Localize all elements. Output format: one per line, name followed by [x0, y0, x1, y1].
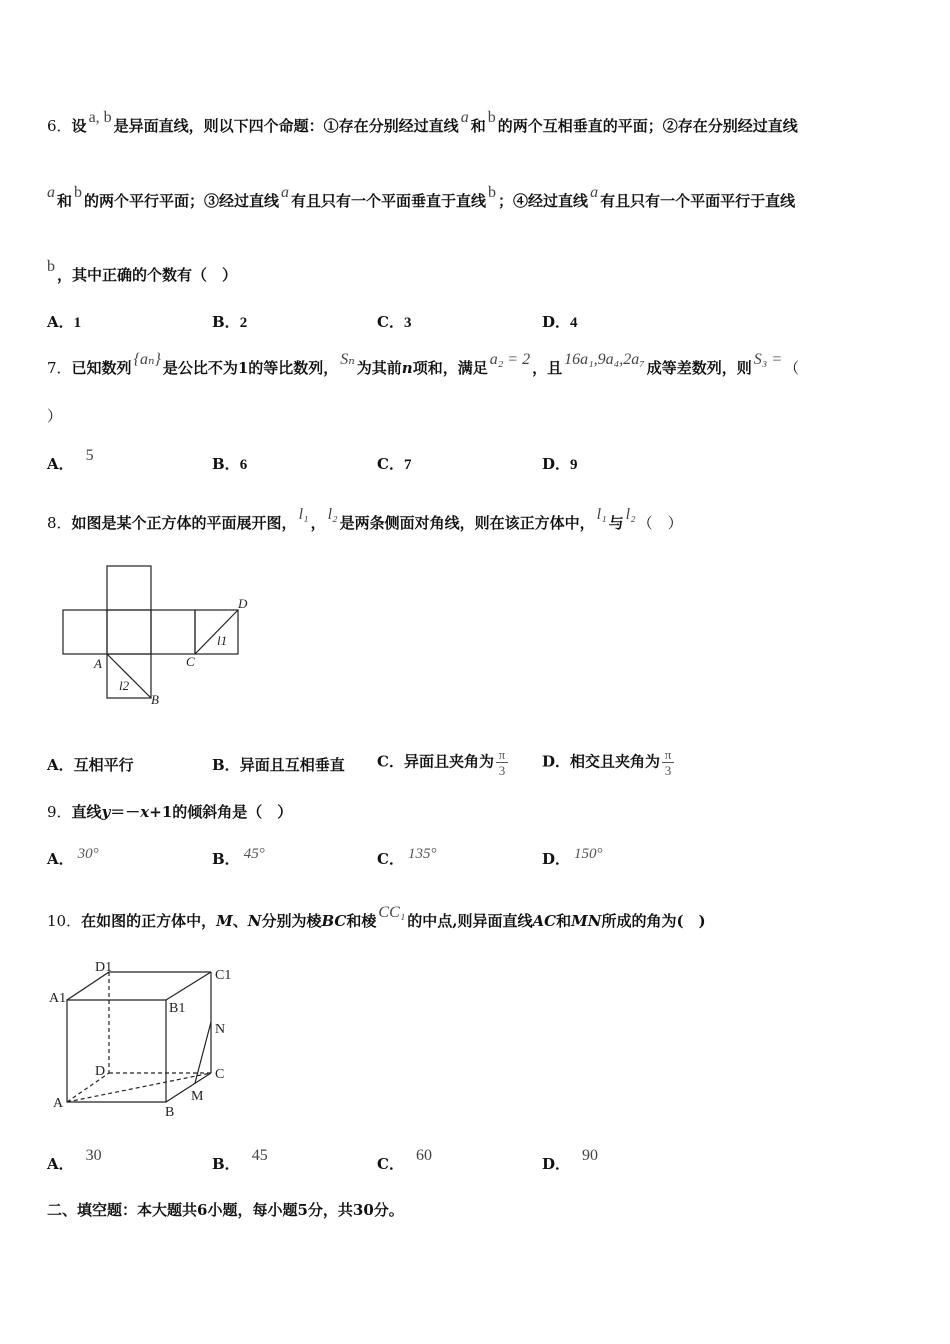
label-c1: C1: [215, 968, 232, 983]
q7-option-a[interactable]: A． 5: [47, 447, 94, 473]
q10-option-c[interactable]: C． 60: [377, 1147, 432, 1173]
q6-option-b[interactable]: B．2: [212, 313, 248, 331]
q10-line1: 10．在如图的正方体中，M、N分别为棱BC和棱 CC₁ 的中点,则异面直线AC和MN所成的角为( ): [47, 904, 706, 930]
q8-option-d[interactable]: D．相交且夹角为 $\frac{\pi}{3}$: [542, 748, 674, 777]
q9-option-c[interactable]: C． 135°: [377, 846, 437, 868]
q7-option-d[interactable]: D．9: [542, 455, 578, 473]
q9-option-a[interactable]: A． 30°: [47, 846, 99, 868]
edge-a1-d1: [67, 972, 109, 1000]
q8-option-c[interactable]: C．异面且夹角为 $\frac{\pi}{3}$: [377, 748, 508, 777]
q6-line3: b ，其中正确的个数有（ ）: [47, 258, 238, 284]
q6-line2: a 和 b 的两个平行平面；③经过直线 a 有且只有一个平面垂直于直线 b ；④经过直线 a 有且只有一个平面平行于直线: [47, 184, 796, 210]
q9-option-b[interactable]: B． 45°: [212, 846, 265, 868]
net-square-top: [107, 566, 151, 610]
fraction-pi-3: $\frac{\pi}{3}$: [496, 748, 508, 777]
q7-line1: 7．已知数列 {aₙ} 是公比不为1的等比数列， Sₙ 为其前n项和，满足 a₂ = 2 ，且 16a₁,9a₄,2a₇ 成等差数列，则 S₃ = （: [47, 351, 800, 377]
label-d1: D1: [95, 960, 113, 975]
label-b: B: [165, 1105, 175, 1120]
q7-number: 7．: [47, 359, 72, 377]
net-square-2: [107, 610, 151, 654]
label-l1: l1: [217, 633, 228, 648]
math-ab: a, b: [88, 109, 112, 126]
q10-option-d[interactable]: D． 90: [542, 1147, 599, 1173]
edge-b-c: [166, 1073, 211, 1102]
q6-option-c[interactable]: C．3: [377, 313, 412, 331]
label-c: C: [186, 654, 195, 669]
label-d: D: [95, 1064, 106, 1079]
cube-figure: [45, 955, 245, 1123]
label-c: C: [215, 1067, 225, 1082]
label-a1: A1: [49, 991, 67, 1006]
q6-line1: 6．设 a, b 是异面直线，则以下四个命题：①存在分别经过直线 a 和 b 的两个互相垂直的平面；②存在分别经过直线: [47, 109, 798, 135]
net-square-1: [63, 610, 107, 654]
label-a: A: [94, 656, 102, 671]
q6-option-d[interactable]: D．4: [542, 313, 578, 331]
label-l2: l2: [119, 678, 130, 693]
q10-option-a[interactable]: A． 30: [47, 1147, 102, 1173]
q6-number: 6．: [47, 117, 72, 135]
q7-line2: ）: [47, 407, 63, 425]
q6-option-a[interactable]: A．1: [47, 313, 82, 331]
net-square-3: [151, 610, 195, 654]
label-n: N: [215, 1022, 226, 1037]
label-b1: B1: [169, 1001, 186, 1016]
q7-option-c[interactable]: C．7: [377, 455, 412, 473]
q9-option-d[interactable]: D． 150°: [542, 846, 603, 868]
q8-line1: 8．如图是某个正方体的平面展开图， l₁ ， l₂ 是两条侧面对角线，则在该正方体中， l₁ 与 l₂ （ ）: [47, 506, 683, 532]
label-m: M: [191, 1089, 204, 1104]
q10-number: 10．: [47, 912, 82, 930]
q9-line1: 9．直线y＝－x+1的倾斜角是（ ）: [47, 803, 293, 821]
section-2-title: 二、填空题：本大题共6小题，每小题5分，共30分。: [47, 1201, 404, 1219]
q9-number: 9．: [47, 803, 72, 821]
cube-net-figure: [45, 560, 260, 710]
q8-number: 8．: [47, 514, 72, 532]
fraction-pi-3: $\frac{\pi}{3}$: [662, 748, 674, 777]
label-a: A: [53, 1096, 64, 1111]
cube-front-face: [67, 1000, 166, 1102]
q10-option-b[interactable]: B． 45: [212, 1147, 268, 1173]
q7-option-b[interactable]: B．6: [212, 455, 248, 473]
q8-option-b[interactable]: B．异面且互相垂直: [212, 756, 345, 774]
edge-b1-c1: [166, 972, 211, 1000]
label-b: B: [151, 692, 159, 707]
label-d: D: [238, 596, 248, 611]
q8-option-a[interactable]: A．互相平行: [47, 756, 134, 774]
